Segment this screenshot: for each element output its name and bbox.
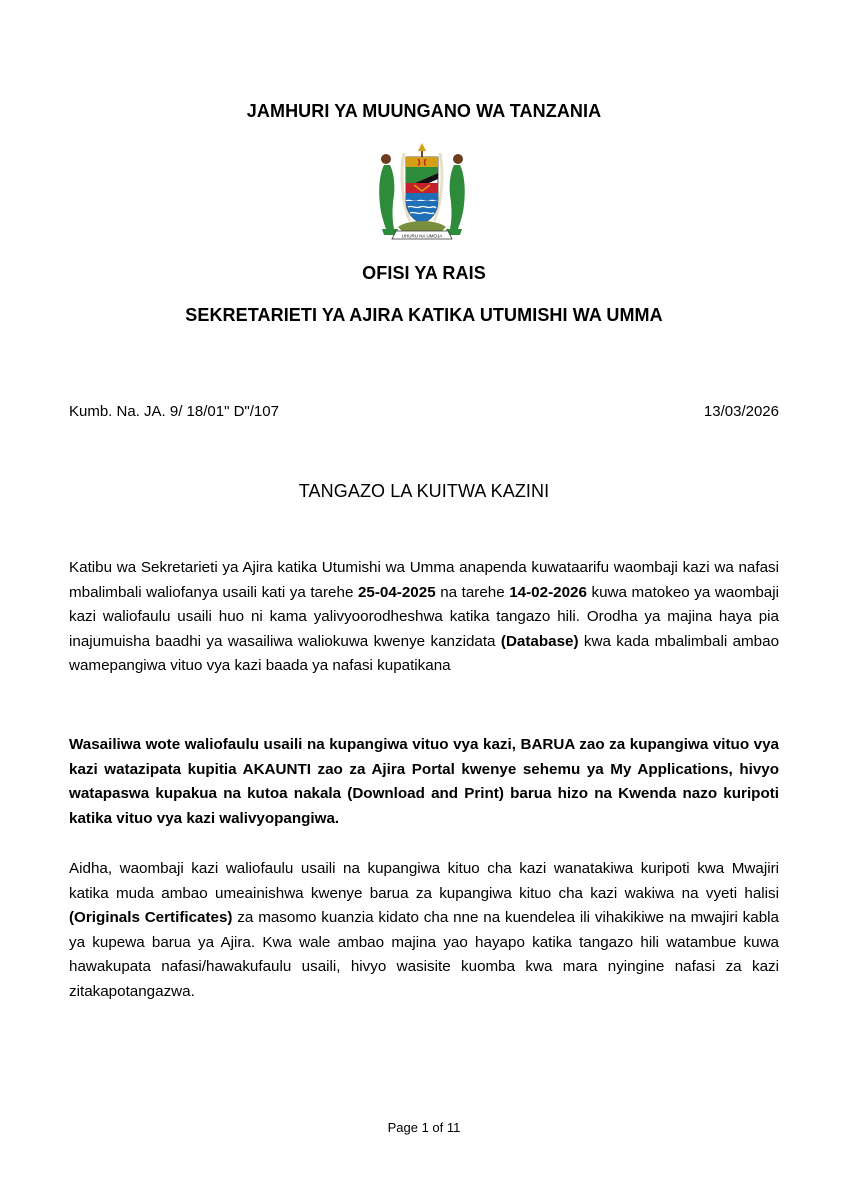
paragraph-intro-text-2: na tarehe: [435, 583, 510, 601]
paragraph-intro-text-1: Katibu wa Sekretarieti ya Ajira katika Utumishi wa Umma anapenda kuwataarifu waombaji kazi wa nafasi mbalimbali waliofanya usaili kati ya tarehe: [69, 559, 779, 601]
paragraph-reporting-text-2: za masomo kuanzia kidato cha nne na kuendelea ili vihakikiwe na mwajiri kabla ya kupewa barua ya Ajira. Kwa wale ambao majina yao hayapo katika tangazo hili watambue kuwa hawakupata nafasi/hawakufaulu usaili, hivyo wasisite kuomba kwa mara nyingine nafasi za kazi zitakapotangazwa.: [69, 909, 779, 1000]
end-date: 14-02-2026: [509, 583, 587, 601]
paragraph-reporting-text-1: Aidha, waombaji kazi waliofaulu usaili na kupangiwa kituo cha kazi wanatakiwa kuripoti kwa Mwajiri katika muda ambao umeainishwa kwenye barua za kupangiwa kituo cha kazi wakiwa na vyeti halisi: [69, 860, 779, 902]
start-date: 25-04-2025: [357, 583, 436, 601]
republic-heading: JAMHURI YA MUUNGANO WA TANZANIA: [246, 101, 602, 121]
paragraph-reporting-instructions: [69, 857, 779, 1005]
reference-number: Kumb. Na. JA. 9/ 18/01" D"/107: [69, 403, 279, 420]
database-term: (Database): [500, 632, 579, 650]
coat-of-arms-emblem: [370, 143, 474, 243]
originals-certificates-term: (Originals Certificates): [69, 909, 233, 927]
document-date: 13/03/2026: [703, 403, 779, 420]
announcement-title: TANGAZO LA KUITWA KAZINI: [298, 481, 550, 501]
paragraph-intro-text-4: kwa kada mbalimbali ambao wamepangiwa vituo vya kazi baada ya nafasi kupatikana: [69, 632, 780, 675]
paragraph-intro-text-3: kuwa matokeo ya waombaji kazi waliofaulu usaili huo ni kama yalivyoorodheshwa katika tangazo hili. Orodha ya majina haya pia inajumuisha baadhi ya wasailiwa waliokuwa kwenye kanzidata: [69, 583, 779, 650]
page-number: Page 1 of 11: [387, 1120, 461, 1135]
secretariat-heading: SEKRETARIETI YA AJIRA KATIKA UTUMISHI WA UMMA: [185, 305, 663, 325]
emblem-motto-text: UHURU NA UMOJA: [401, 233, 443, 239]
office-heading: OFISI YA RAIS: [362, 263, 486, 283]
paragraph-letters-instructions: Wasailiwa wote waliofaulu usaili na kupangiwa vituo vya kazi, BARUA zao za kupangiwa vituo vya kazi watazipata kupitia AKAUNTI zao za Ajira Portal kwenye sehemu ya My Applications, hivyo watapaswa kupakua na kutoa nakala (Download and Print) barua hizo na Kwenda nazo kuripoti katika vituo vya kazi walivyopangiwa.: [69, 736, 779, 827]
paragraph-intro: [69, 556, 779, 679]
